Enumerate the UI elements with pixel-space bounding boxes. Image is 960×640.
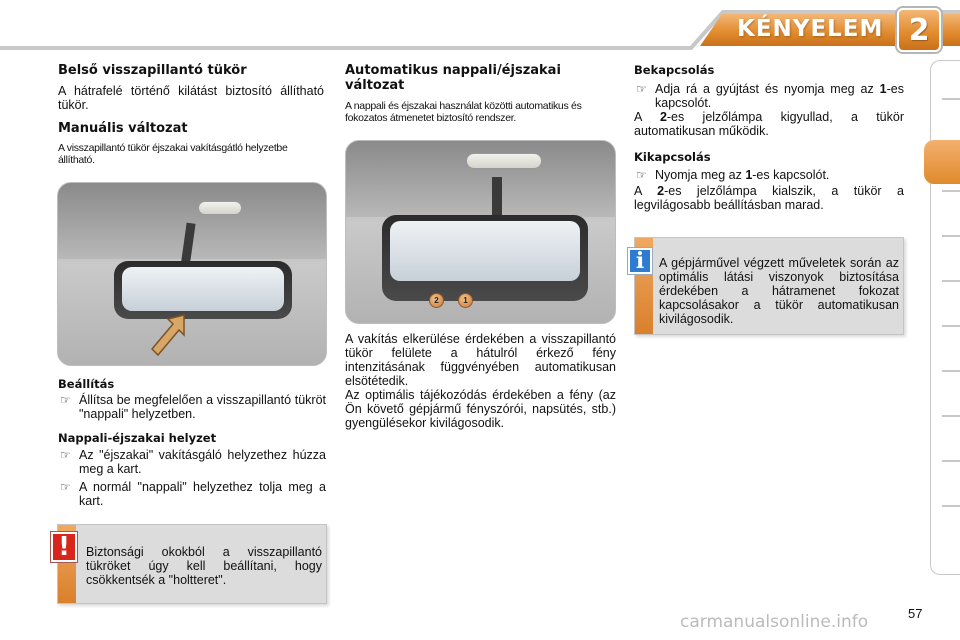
- info-text: A gépjárművel végzett műveletek során az optimális látási viszonyok biztosítása érdekében a hátramenet fokozat kapcsolásakor a tükör automatikusan kivilágosodik.: [659, 256, 899, 326]
- warning-icon: !: [51, 532, 77, 562]
- switch-off-text: A 2-es jelzőlámpa kialszik, a tükör a legvilágosabb beállításban marad.: [634, 184, 904, 212]
- side-tab-divider: [942, 98, 960, 100]
- side-tab-divider: [942, 325, 960, 327]
- chapter-number-badge: 2: [897, 8, 941, 52]
- day-night-bullet-2: ☞ A normál "nappali" helyzethez tolja meg a kart.: [58, 480, 326, 508]
- automatic-subtitle: A nappali és éjszakai használat közötti automatikus és fokozatos átmenetet biztosító rendszer.: [345, 100, 582, 124]
- manual-text: A visszapillantó tükör éjszakai vakításgátló helyzetbe állítható.: [58, 142, 288, 166]
- switch-on-text: A 2-es jelzőlámpa kigyullad, a tükör automatikusan működik.: [634, 110, 904, 138]
- subsection-title-setting: Beállítás: [58, 377, 115, 391]
- side-tab-divider: [942, 190, 960, 192]
- chapter-side-tabs: [924, 60, 960, 580]
- subsection-title-day-night: Nappali-éjszakai helyzet: [58, 431, 217, 445]
- intro-text: A hátrafelé történő kilátást biztosító állítható tükör.: [58, 84, 324, 112]
- warning-text: Biztonsági okokból a visszapillantó tükröket úgy kell beállítani, hogy csökkentsék a "holtteret".: [86, 545, 322, 587]
- watermark: carmanualsonline.info: [680, 612, 869, 632]
- side-tab-divider: [942, 505, 960, 507]
- warning-box: [57, 524, 327, 604]
- side-tab-divider: [942, 280, 960, 282]
- day-night-bullet-1: ☞ Az "éjszakai" vakításgáló helyzethez húzza meg a kart.: [58, 448, 326, 476]
- section-title-interior-mirror: Belső visszapillantó tükör: [58, 63, 247, 78]
- automatic-mirror-photo: [345, 140, 616, 324]
- mirror-glass: [122, 267, 284, 311]
- switch-button-1[interactable]: 1: [458, 293, 473, 308]
- subsection-title-manual: Manuális változat: [58, 121, 188, 136]
- side-tab-active[interactable]: [924, 140, 960, 184]
- side-tab-divider: [942, 235, 960, 237]
- automatic-paragraph-1: A vakítás elkerülése érdekében a visszapillantó tükör felülete a hátulról érkező fény intenzitásának függvényében automatikusan elsötétedik.: [345, 332, 616, 388]
- page-number: 57: [908, 606, 923, 621]
- automatic-paragraph-2: Az optimális tájékozódás érdekében a fény (az Ön követő gépjármű fényszórói, napsütés, stb.) gyengülésekor kivilágosodik.: [345, 388, 616, 430]
- side-tab-divider: [942, 460, 960, 462]
- setting-bullet: ☞ Állítsa be megfelelően a visszapillantó tükröt "nappali" helyzetben.: [58, 393, 326, 421]
- chapter-title: KÉNYELEM: [737, 16, 884, 42]
- subsection-title-switch-off: Kikapcsolás: [634, 150, 711, 164]
- switch-on-bullet: ☞ Adja rá a gyújtást és nyomja meg az 1-es kapcsolót.: [634, 82, 904, 110]
- ceiling-lamp: [198, 201, 242, 215]
- lever-arrow-icon: [146, 311, 190, 359]
- subsection-title-switch-on: Bekapcsolás: [634, 63, 715, 77]
- section-title-automatic: Automatikus nappali/éjszakai változat: [345, 63, 561, 93]
- manual-mirror-photo: [57, 182, 327, 366]
- side-tab-rail: [930, 60, 960, 575]
- info-box: [634, 237, 904, 335]
- mirror-glass: [390, 221, 580, 281]
- side-tab-divider: [942, 415, 960, 417]
- switch-off-bullet: ☞ Nyomja meg az 1-es kapcsolót.: [634, 168, 904, 182]
- ceiling-lamp: [466, 153, 542, 169]
- info-icon: i: [628, 248, 652, 274]
- side-tab-divider: [942, 370, 960, 372]
- indicator-lamp-2[interactable]: 2: [429, 293, 444, 308]
